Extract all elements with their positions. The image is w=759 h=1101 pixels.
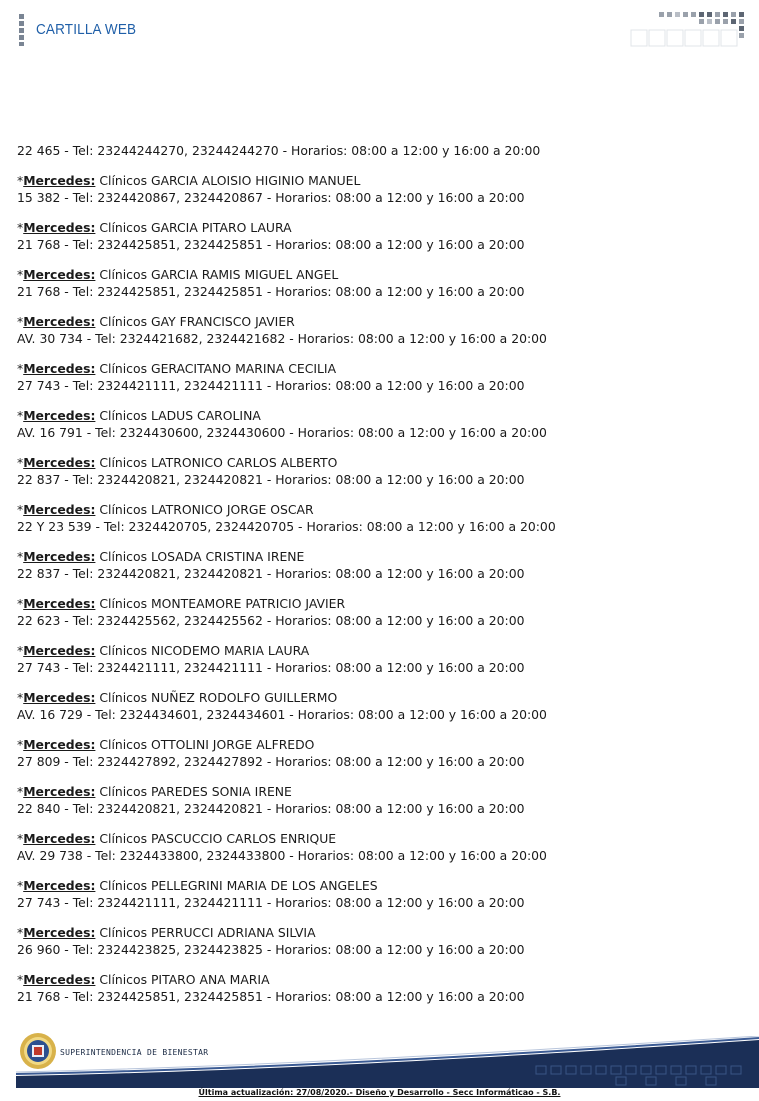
provider-name-line: [17, 219, 742, 236]
brand-bar-icon: [19, 14, 24, 46]
list-item: [17, 924, 742, 958]
provider-name-line: [17, 313, 742, 330]
entry-prefix: *: [17, 784, 24, 799]
location-label: Mercedes:: [23, 220, 96, 235]
location-label: Mercedes:: [23, 361, 96, 376]
provider-name-line: [17, 689, 742, 706]
list-item: [17, 783, 742, 817]
provider-name-line: [17, 360, 742, 377]
provider-name: Clínicos NICODEMO MARIA LAURA: [95, 643, 310, 658]
provider-detail: 21 768 - Tel: 2324425851, 2324425851 - Horarios: 08:00 a 12:00 y 16:00 a 20:00: [17, 989, 525, 1004]
provider-detail: 22 623 - Tel: 2324425562, 2324425562 - Horarios: 08:00 a 12:00 y 16:00 a 20:00: [17, 613, 525, 628]
provider-detail: 22 Y 23 539 - Tel: 2324420705, 2324420705 - Horarios: 08:00 a 12:00 y 16:00 a 20:00: [17, 519, 556, 534]
list-item: [17, 689, 742, 723]
provider-name: Clínicos PELLEGRINI MARIA DE LOS ANGELES: [95, 878, 378, 893]
footer-banner: [16, 1036, 759, 1088]
list-item: [17, 971, 742, 1005]
entry-prefix: *: [17, 549, 24, 564]
location-label: Mercedes:: [23, 784, 96, 799]
list-item: 22 465 - Tel: 23244244270, 23244244270 - Horarios: 08:00 a 12:00 y 16:00 a 20:00: [17, 143, 541, 158]
provider-name-line: [17, 642, 742, 659]
location-label: Mercedes:: [23, 831, 96, 846]
provider-name-line: [17, 407, 742, 424]
list-item: [17, 501, 742, 535]
list-item: [17, 454, 742, 488]
entry-prefix: *: [17, 361, 24, 376]
provider-name-line: [17, 830, 742, 847]
provider-name-line: [17, 501, 742, 518]
provider-name: Clínicos NUÑEZ RODOLFO GUILLERMO: [95, 690, 338, 705]
provider-name-line: [17, 877, 742, 894]
list-item: [17, 877, 742, 911]
location-label: Mercedes:: [23, 455, 96, 470]
location-label: Mercedes:: [23, 408, 96, 423]
provider-name: Clínicos LATRONICO CARLOS ALBERTO: [95, 455, 338, 470]
provider-detail: 22 837 - Tel: 2324420821, 2324420821 - Horarios: 08:00 a 12:00 y 16:00 a 20:00: [17, 472, 525, 487]
provider-name: Clínicos PASCUCCIO CARLOS ENRIQUE: [95, 831, 337, 846]
page-title: CARTILLA WEB: [36, 21, 137, 38]
list-item: [17, 172, 742, 206]
page-header: [0, 0, 759, 60]
list-item: [17, 407, 742, 441]
provider-name: Clínicos OTTOLINI JORGE ALFREDO: [95, 737, 315, 752]
entry-prefix: *: [17, 972, 24, 987]
provider-detail: AV. 16 729 - Tel: 2324434601, 2324434601 - Horarios: 08:00 a 12:00 y 16:00 a 20:00: [17, 707, 547, 722]
location-label: Mercedes:: [23, 690, 96, 705]
provider-name-line: [17, 548, 742, 565]
provider-name-line: [17, 924, 742, 941]
provider-name-line: [17, 595, 742, 612]
provider-detail: AV. 16 791 - Tel: 2324430600, 2324430600 - Horarios: 08:00 a 12:00 y 16:00 a 20:00: [17, 425, 547, 440]
list-item: [17, 313, 742, 347]
location-label: Mercedes:: [23, 878, 96, 893]
provider-name: Clínicos MONTEAMORE PATRICIO JAVIER: [95, 596, 346, 611]
entry-prefix: *: [17, 878, 24, 893]
entry-prefix: *: [17, 314, 24, 329]
provider-detail: AV. 30 734 - Tel: 2324421682, 2324421682 - Horarios: 08:00 a 12:00 y 16:00 a 20:00: [17, 331, 547, 346]
location-label: Mercedes:: [23, 173, 96, 188]
entry-prefix: *: [17, 455, 24, 470]
provider-list: [17, 142, 742, 1018]
provider-detail: 26 960 - Tel: 2324423825, 2324423825 - Horarios: 08:00 a 12:00 y 16:00 a 20:00: [17, 942, 525, 957]
header-pattern-icon: [629, 10, 751, 48]
provider-detail: 21 768 - Tel: 2324425851, 2324425851 - Horarios: 08:00 a 12:00 y 16:00 a 20:00: [17, 284, 525, 299]
provider-detail: 27 743 - Tel: 2324421111, 2324421111 - Horarios: 08:00 a 12:00 y 16:00 a 20:00: [17, 660, 525, 675]
provider-name: Clínicos GARCIA ALOISIO HIGINIO MANUEL: [95, 173, 361, 188]
location-label: Mercedes:: [23, 643, 96, 658]
provider-detail: 21 768 - Tel: 2324425851, 2324425851 - Horarios: 08:00 a 12:00 y 16:00 a 20:00: [17, 237, 525, 252]
list-item: [17, 736, 742, 770]
provider-detail: 27 809 - Tel: 2324427892, 2324427892 - Horarios: 08:00 a 12:00 y 16:00 a 20:00: [17, 754, 525, 769]
entry-prefix: *: [17, 596, 24, 611]
provider-detail: 27 743 - Tel: 2324421111, 2324421111 - Horarios: 08:00 a 12:00 y 16:00 a 20:00: [17, 378, 525, 393]
entry-prefix: *: [17, 690, 24, 705]
location-label: Mercedes:: [23, 925, 96, 940]
provider-detail: AV. 29 738 - Tel: 2324433800, 2324433800 - Horarios: 08:00 a 12:00 y 16:00 a 20:00: [17, 848, 547, 863]
list-item: [17, 219, 742, 253]
footer-note: Última actualización: 27/08/2020.- Diseño y Desarrollo - Secc Informáticao - S.B.: [198, 1088, 561, 1097]
location-label: Mercedes:: [23, 267, 96, 282]
location-label: Mercedes:: [23, 596, 96, 611]
provider-name: Clínicos GAY FRANCISCO JAVIER: [95, 314, 295, 329]
entry-prefix: *: [17, 267, 24, 282]
list-item: [17, 360, 742, 394]
provider-detail: 15 382 - Tel: 2324420867, 2324420867 - Horarios: 08:00 a 12:00 y 16:00 a 20:00: [17, 190, 525, 205]
provider-name-line: [17, 454, 742, 471]
provider-name: Clínicos PITARO ANA MARIA: [95, 972, 270, 987]
provider-name: Clínicos LATRONICO JORGE OSCAR: [95, 502, 314, 517]
provider-name: Clínicos PERRUCCI ADRIANA SILVIA: [95, 925, 316, 940]
provider-name: Clínicos LADUS CAROLINA: [95, 408, 261, 423]
provider-name: Clínicos GARCIA PITARO LAURA: [95, 220, 292, 235]
provider-name-line: [17, 736, 742, 753]
entry-prefix: *: [17, 643, 24, 658]
list-item: [17, 830, 742, 864]
list-item: [17, 548, 742, 582]
entry-prefix: *: [17, 173, 24, 188]
provider-name-line: [17, 971, 742, 988]
provider-detail: 27 743 - Tel: 2324421111, 2324421111 - Horarios: 08:00 a 12:00 y 16:00 a 20:00: [17, 895, 525, 910]
provider-detail: 22 840 - Tel: 2324420821, 2324420821 - Horarios: 08:00 a 12:00 y 16:00 a 20:00: [17, 801, 525, 816]
entry-prefix: *: [17, 502, 24, 517]
list-item: [17, 266, 742, 300]
provider-detail: 22 837 - Tel: 2324420821, 2324420821 - Horarios: 08:00 a 12:00 y 16:00 a 20:00: [17, 566, 525, 581]
provider-name: Clínicos LOSADA CRISTINA IRENE: [95, 549, 305, 564]
provider-name: Clínicos GARCIA RAMIS MIGUEL ANGEL: [95, 267, 339, 282]
seal-icon: [19, 1032, 57, 1070]
provider-name-line: [17, 172, 742, 189]
list-item: [17, 642, 742, 676]
entry-prefix: *: [17, 831, 24, 846]
organization-name: SUPERINTENDENCIA DE BIENESTAR: [60, 1048, 209, 1057]
entry-prefix: *: [17, 408, 24, 423]
provider-name: Clínicos GERACITANO MARINA CECILIA: [95, 361, 337, 376]
location-label: Mercedes:: [23, 737, 96, 752]
provider-name: Clínicos PAREDES SONIA IRENE: [95, 784, 292, 799]
location-label: Mercedes:: [23, 972, 96, 987]
location-label: Mercedes:: [23, 314, 96, 329]
entry-prefix: *: [17, 737, 24, 752]
entry-prefix: *: [17, 220, 24, 235]
provider-name-line: [17, 783, 742, 800]
entry-prefix: *: [17, 925, 24, 940]
list-item: [17, 595, 742, 629]
provider-name-line: [17, 266, 742, 283]
location-label: Mercedes:: [23, 502, 96, 517]
location-label: Mercedes:: [23, 549, 96, 564]
